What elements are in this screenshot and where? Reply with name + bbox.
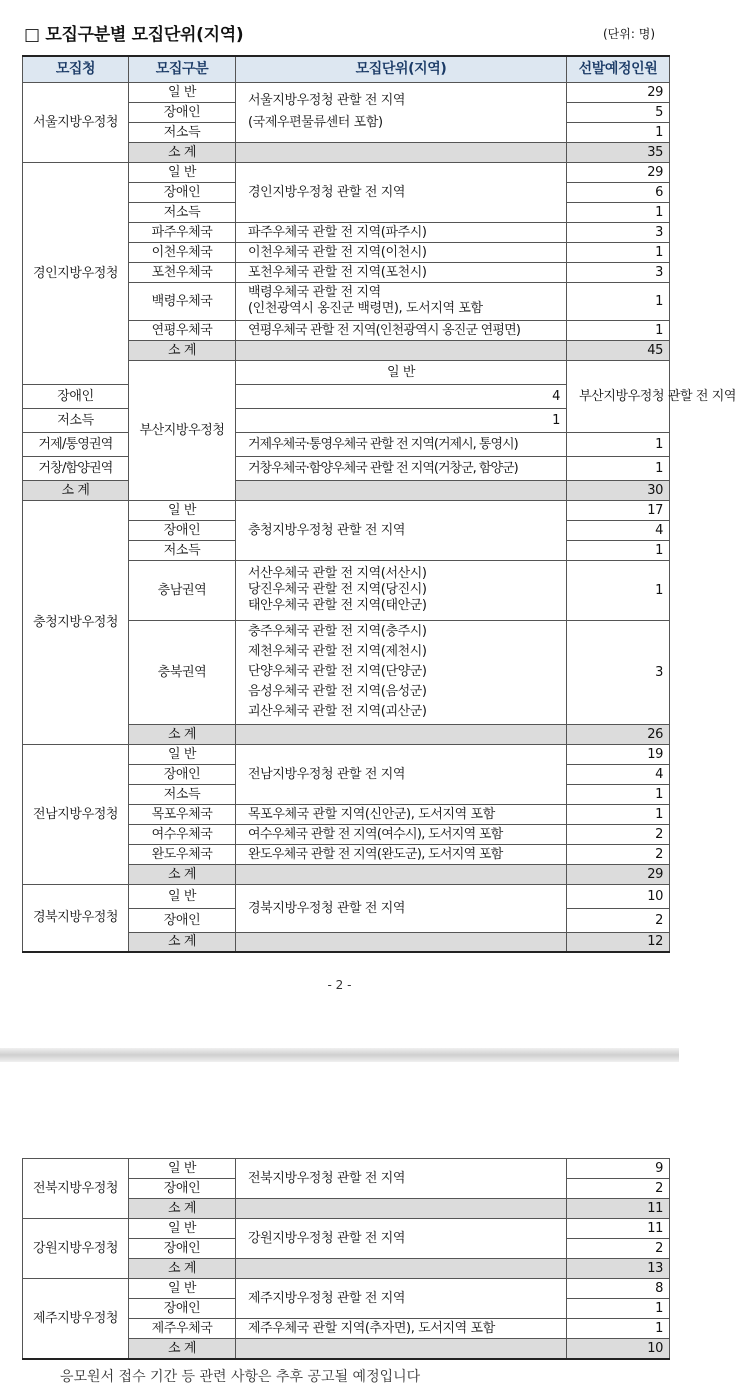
- recruitment-table: [22, 55, 736, 953]
- recruitment-table-continued: [22, 1158, 670, 1360]
- region-cell: 전북지방우정청 관할 전 지역: [236, 1159, 567, 1199]
- office-cell: 전남지방우정청: [23, 744, 129, 884]
- header-region: 모집단위(지역): [236, 56, 567, 82]
- division-cell: 장애인: [129, 182, 236, 202]
- division-cell: 장애인: [23, 384, 129, 408]
- division-cell: 일 반: [129, 500, 236, 520]
- count-cell: 4: [567, 520, 670, 540]
- division-cell: 일 반: [236, 360, 567, 384]
- count-cell: 1: [236, 408, 567, 432]
- division-cell: 포천우체국: [129, 262, 236, 282]
- subtotal-empty: [236, 1199, 567, 1219]
- subtotal-label: 소 계: [23, 480, 129, 500]
- region-cell: 이천우체국 관할 전 지역(이천시): [236, 242, 567, 262]
- region-cell: 파주우체국 관할 전 지역(파주시): [236, 222, 567, 242]
- count-cell: 1: [567, 456, 670, 480]
- division-cell: 장애인: [129, 764, 236, 784]
- count-cell: 2: [567, 844, 670, 864]
- header-count: 선발예정인원: [567, 56, 670, 82]
- office-cell: 부산지방우정청: [129, 360, 236, 500]
- subtotal-empty: [236, 1259, 567, 1279]
- table-row: [23, 1219, 670, 1239]
- division-cell: 저소득: [129, 202, 236, 222]
- region-cell: 부산지방우정청 관할 전 지역: [567, 360, 670, 432]
- count-cell: 19: [567, 744, 670, 764]
- office-cell: 전북지방우정청: [23, 1159, 129, 1219]
- region-cell: [236, 560, 567, 620]
- table-row: [23, 1279, 670, 1299]
- count-cell: 1: [567, 560, 670, 620]
- region-cell: 완도우체국 관할 전 지역(완도군), 도서지역 포함: [236, 844, 567, 864]
- subtotal-empty: [236, 340, 567, 360]
- count-cell: 10: [567, 884, 670, 908]
- count-cell: 1: [567, 242, 670, 262]
- count-cell: 2: [567, 1179, 670, 1199]
- region-cell: 포천우체국 관할 전 지역(포천시): [236, 262, 567, 282]
- count-cell: 1: [567, 784, 670, 804]
- table-row: [23, 432, 670, 456]
- subtotal-row: [23, 480, 670, 500]
- region-cell: 제주지방우정청 관할 전 지역: [236, 1279, 567, 1319]
- table-row: [23, 162, 670, 182]
- table-row: [23, 1159, 670, 1179]
- division-cell: 장애인: [129, 1299, 236, 1319]
- subtotal-value: 11: [567, 1199, 670, 1219]
- count-cell: 1: [567, 320, 670, 340]
- count-cell: 9: [567, 1159, 670, 1179]
- region-line: 음성우체국 관할 전 지역(음성군): [248, 684, 427, 699]
- subtotal-label: 소 계: [129, 1259, 236, 1279]
- division-cell: 장애인: [129, 520, 236, 540]
- page-number: - 2 -: [327, 978, 352, 992]
- table-row: [23, 500, 670, 520]
- region-cell: [236, 620, 567, 724]
- division-cell: 일 반: [129, 1279, 236, 1299]
- table-header-row: [23, 56, 670, 82]
- division-cell: 거제/통영권역: [23, 432, 129, 456]
- division-cell: 충남권역: [129, 560, 236, 620]
- cut-off-paragraph: 응모원서 접수 기간 등 관련 사항은 추후 공고될 예정입니다: [60, 1369, 421, 1385]
- count-cell: 1: [567, 540, 670, 560]
- division-cell: 연평우체국: [129, 320, 236, 340]
- count-cell: 1: [567, 804, 670, 824]
- table-row: [23, 744, 670, 764]
- region-cell: 목포우체국 관할 지역(신안군), 도서지역 포함: [236, 804, 567, 824]
- count-cell: 3: [567, 620, 670, 724]
- count-cell: 5: [567, 102, 670, 122]
- region-line: 태안우체국 관할 전 지역(태안군): [248, 598, 427, 613]
- office-cell: 강원지방우정청: [23, 1219, 129, 1279]
- region-line: 당진우체국 관할 전 지역(당진시): [248, 582, 427, 597]
- office-cell: 경인지방우정청: [23, 162, 129, 384]
- division-cell: 장애인: [129, 908, 236, 932]
- count-cell: 4: [236, 384, 567, 408]
- region-line: 괴산우체국 관할 전 지역(괴산군): [248, 704, 427, 719]
- unit-note: (단위: 명): [603, 27, 655, 41]
- division-cell: 여수우체국: [129, 824, 236, 844]
- division-cell: 일 반: [129, 162, 236, 182]
- office-cell: 경북지방우정청: [23, 884, 129, 952]
- header-office: 모집청: [23, 56, 129, 82]
- subtotal-value: 30: [567, 480, 670, 500]
- division-cell: 저소득: [23, 408, 129, 432]
- table-row: [23, 82, 670, 102]
- region-line: 서산우체국 관할 전 지역(서산시): [248, 566, 427, 581]
- subtotal-label: 소 계: [129, 142, 236, 162]
- region-line: 단양우체국 관할 전 지역(단양군): [248, 664, 427, 679]
- division-cell: 목포우체국: [129, 804, 236, 824]
- count-cell: 2: [567, 1239, 670, 1259]
- division-cell: 일 반: [129, 884, 236, 908]
- subtotal-empty: [236, 1339, 567, 1359]
- region-cell: 전남지방우정청 관할 전 지역: [236, 744, 567, 804]
- subtotal-empty: [236, 142, 567, 162]
- count-cell: 1: [567, 1319, 670, 1339]
- division-cell: 파주우체국: [129, 222, 236, 242]
- region-line: (국제우편물류센터 포함): [248, 115, 383, 130]
- region-cell: 강원지방우정청 관할 전 지역: [236, 1219, 567, 1259]
- subtotal-label: 소 계: [129, 340, 236, 360]
- header-division: 모집구분: [129, 56, 236, 82]
- subtotal-value: 29: [567, 864, 670, 884]
- region-cell: [236, 82, 567, 142]
- subtotal-value: 26: [567, 724, 670, 744]
- table-row: [23, 884, 670, 908]
- subtotal-empty: [236, 864, 567, 884]
- region-line: 백령우체국 관할 전 지역: [248, 285, 381, 300]
- region-cell: 연평우체국 관할 전 지역(인천광역시 옹진군 연평면): [236, 320, 567, 340]
- page-separator: [0, 1048, 679, 1062]
- region-line: 서울지방우정청 관할 전 지역: [248, 93, 406, 108]
- count-cell: 6: [567, 182, 670, 202]
- subtotal-label: 소 계: [129, 1339, 236, 1359]
- count-cell: 1: [567, 282, 670, 320]
- region-cell: 거창우체국·함양우체국 관할 전 지역(거창군, 함양군): [236, 456, 567, 480]
- division-cell: 일 반: [129, 82, 236, 102]
- subtotal-label: 소 계: [129, 1199, 236, 1219]
- count-cell: 29: [567, 162, 670, 182]
- division-cell: 장애인: [129, 102, 236, 122]
- subtotal-empty: [236, 932, 567, 952]
- division-cell: 장애인: [129, 1179, 236, 1199]
- office-cell: 제주지방우정청: [23, 1279, 129, 1359]
- subtotal-value: 13: [567, 1259, 670, 1279]
- division-cell: 저소득: [129, 122, 236, 142]
- count-cell: 11: [567, 1219, 670, 1239]
- division-cell: 일 반: [129, 1219, 236, 1239]
- office-cell: 서울지방우정청: [23, 82, 129, 162]
- region-cell: 제주우체국 관할 지역(추자면), 도서지역 포함: [236, 1319, 567, 1339]
- count-cell: 2: [567, 908, 670, 932]
- count-cell: 3: [567, 222, 670, 242]
- region-cell: 경인지방우정청 관할 전 지역: [236, 162, 567, 222]
- subtotal-label: 소 계: [129, 724, 236, 744]
- region-line: (인천광역시 옹진군 백령면), 도서지역 포함: [248, 301, 483, 316]
- region-cell: 충청지방우정청 관할 전 지역: [236, 500, 567, 560]
- subtotal-value: 12: [567, 932, 670, 952]
- checkbox-square-icon: □: [24, 25, 40, 45]
- count-cell: 3: [567, 262, 670, 282]
- region-line: 제천우체국 관할 전 지역(제천시): [248, 644, 427, 659]
- count-cell: 1: [567, 122, 670, 142]
- section-title: [24, 20, 243, 45]
- count-cell: 4: [567, 764, 670, 784]
- count-cell: 1: [567, 1299, 670, 1319]
- division-cell: 일 반: [129, 1159, 236, 1179]
- region-cell: [236, 282, 567, 320]
- division-cell: 이천우체국: [129, 242, 236, 262]
- division-cell: 장애인: [129, 1239, 236, 1259]
- subtotal-value: 10: [567, 1339, 670, 1359]
- division-cell: 저소득: [129, 540, 236, 560]
- count-cell: 2: [567, 824, 670, 844]
- count-cell: 1: [567, 432, 670, 456]
- subtotal-label: 소 계: [129, 864, 236, 884]
- count-cell: 8: [567, 1279, 670, 1299]
- subtotal-empty: [236, 724, 567, 744]
- subtotal-value: 45: [567, 340, 670, 360]
- division-cell: 일 반: [129, 744, 236, 764]
- count-cell: 29: [567, 82, 670, 102]
- division-cell: 완도우체국: [129, 844, 236, 864]
- region-cell: 거제우체국·통영우체국 관할 전 지역(거제시, 통영시): [236, 432, 567, 456]
- region-line: 충주우체국 관할 전 지역(충주시): [248, 624, 427, 639]
- region-cell: 여수우체국 관할 전 지역(여수시), 도서지역 포함: [236, 824, 567, 844]
- division-cell: 거창/함양권역: [23, 456, 129, 480]
- subtotal-label: 소 계: [129, 932, 236, 952]
- division-cell: 저소득: [129, 784, 236, 804]
- count-cell: 17: [567, 500, 670, 520]
- division-cell: 백령우체국: [129, 282, 236, 320]
- subtotal-value: 35: [567, 142, 670, 162]
- count-cell: 1: [567, 202, 670, 222]
- region-cell: 경북지방우정청 관할 전 지역: [236, 884, 567, 932]
- office-cell: 충청지방우정청: [23, 500, 129, 744]
- section-title-text: 모집구분별 모집단위(지역): [45, 25, 244, 45]
- division-cell: 충북권역: [129, 620, 236, 724]
- subtotal-empty: [236, 480, 567, 500]
- division-cell: 제주우체국: [129, 1319, 236, 1339]
- table-row: [23, 456, 670, 480]
